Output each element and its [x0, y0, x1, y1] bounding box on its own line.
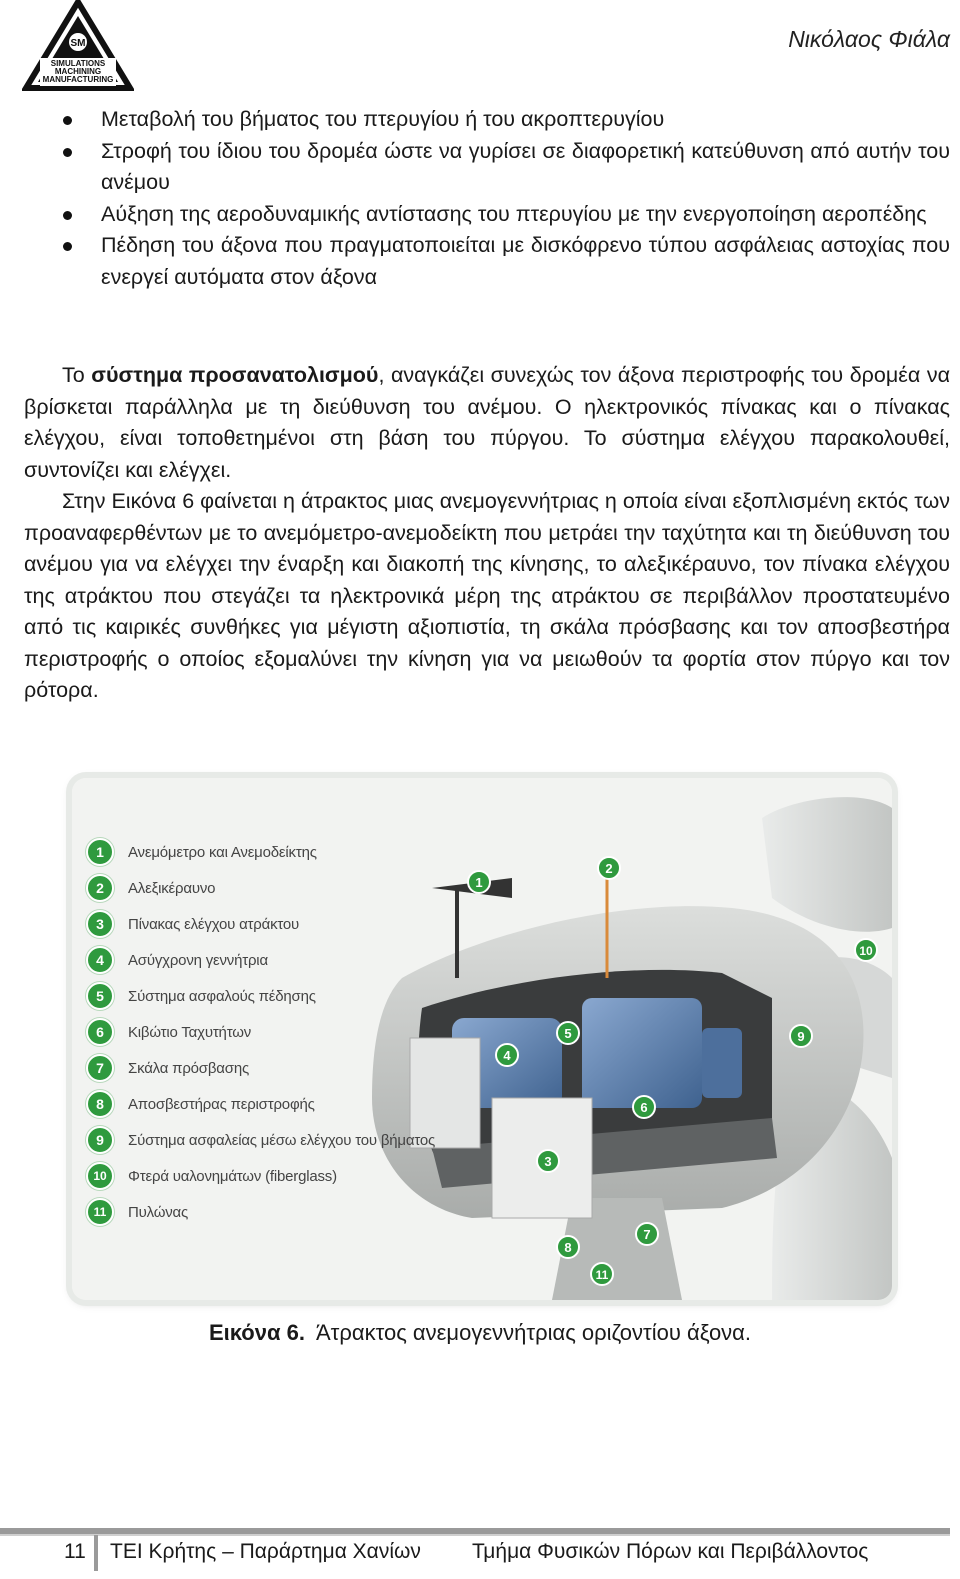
svg-text:4: 4 [503, 1048, 511, 1063]
list-item: Αύξηση της αεροδυναμικής αντίστασης του πτερυγίου με την ενεργοποίηση αεροπέδης [60, 199, 950, 231]
legend-item [86, 1158, 435, 1194]
svg-text:7: 7 [643, 1227, 651, 1242]
logo-line-1: SIMULATIONS [50, 59, 106, 68]
legend-label: Ασύγχρονη γεννήτρια [128, 951, 268, 969]
legend-number: 3 [86, 910, 114, 938]
bullet-list [60, 104, 950, 293]
legend-label: Σύστημα ασφαλείας μέσω ελέγχου του βήματος [128, 1131, 436, 1149]
callout-5 [557, 1022, 579, 1044]
nacelle-figure [72, 778, 892, 1300]
legend-item [86, 1122, 435, 1158]
list-item: Στροφή του ίδιου του δρομέα ώστε να γυρίσει σε διαφορετική κατεύθυνση από αυτήν του ανέμου [60, 136, 950, 199]
page-number: 11 [64, 1540, 86, 1563]
callout-11 [591, 1263, 613, 1285]
logo-line-2: MACHINING [54, 67, 102, 76]
logo [22, 0, 134, 92]
author-name: Νικόλαος Φιάλα [788, 26, 950, 52]
para1-bold-term: σύστημα προσανατολισμού [91, 363, 379, 387]
svg-text:3: 3 [544, 1154, 552, 1169]
callout-2 [598, 857, 620, 879]
callout-9 [790, 1025, 812, 1047]
callout-7 [636, 1223, 658, 1245]
figure-legend [86, 834, 435, 1230]
callout-6 [633, 1096, 655, 1118]
paragraph-figure-description: Στην Εικόνα 6 φαίνεται η άτρακτος μιας ανεμογεννήτριας η οποία είναι εξοπλισμένη εκτός των προαναφερθέντων με το ανεμόμετρο-ανεμοδείκτη που μετράει την ταχύτητα και τη διεύθυνση του ανέμου για να ελέγχει την έναρξη και διακοπή της κίνησης, το αλεξικέραυνο, τον πίνακα ελέγχου της ατράκτου που στεγάζει τα ηλεκτρονικά μέρη της ατράκτου σε περιβάλλον προστατευμένο από τις καιρικές συνθήκες για μέγιστη αξιοπιστία, τη σκάλα πρόσβασης και τον αποσβεστήρα περιστροφής ο οποίος εξομαλύνει την κίνηση για να μειωθούν τα φορτία στον πύργο και τον ρότορα. [24, 489, 950, 702]
callout-10 [855, 939, 877, 961]
para1-prefix: Το [62, 363, 92, 387]
legend-number: 8 [86, 1090, 114, 1118]
legend-number: 5 [86, 982, 114, 1010]
legend-label: Πίνακας ελέγχου ατράκτου [128, 915, 300, 933]
callout-1 [468, 871, 490, 893]
list-item: Πέδηση του άξονα που πραγματοποιείται με δισκόφρενο τύπου ασφάλειας αστοχίας που ενεργεί αυτόματα στον άξονα [60, 230, 950, 293]
legend-label: Αποσβεστήρας περιστροφής [128, 1095, 315, 1113]
legend-label: Φτερά υαλονημάτων (fiberglass) [128, 1167, 337, 1185]
svg-text:1: 1 [475, 875, 483, 890]
legend-label: Αλεξικέραυνο [128, 879, 216, 897]
svg-text:9: 9 [797, 1029, 805, 1044]
legend-item [86, 834, 435, 870]
caption-text: Άτρακτος ανεμογεννήτριας οριζοντίου άξονα. [315, 1320, 752, 1345]
callout-4 [496, 1044, 518, 1066]
logo-line-3: MANUFACTURING [42, 75, 114, 84]
legend-item [86, 906, 435, 942]
legend-number: 1 [86, 838, 114, 866]
legend-number: 4 [86, 946, 114, 974]
legend-number: 6 [86, 1018, 114, 1046]
legend-item [86, 1194, 435, 1230]
legend-label: Πυλώνας [128, 1203, 189, 1221]
legend-item [86, 978, 435, 1014]
company-logo-icon [22, 0, 134, 92]
svg-text:5: 5 [564, 1026, 572, 1041]
svg-text:8: 8 [564, 1240, 572, 1255]
figure-caption [0, 1320, 960, 1346]
legend-item [86, 1014, 435, 1050]
svg-text:11: 11 [595, 1268, 609, 1282]
footer-department: Τμήμα Φυσικών Πόρων και Περιβάλλοντος [472, 1540, 869, 1563]
legend-item [86, 1050, 435, 1086]
legend-label: Σκάλα πρόσβασης [128, 1059, 249, 1077]
footer-rule-thin [0, 1534, 950, 1536]
legend-number: 2 [86, 874, 114, 902]
svg-text:2: 2 [605, 861, 613, 876]
para1-rest: , αναγκάζει συνεχώς τον άξονα περιστροφής του δρομέα να βρίσκεται παράλληλα με τη διεύθυνση του ανέμου. Ο ηλεκτρονικός πίνακας και ο πίνακας ελέγχου, είναι τοποθετημένοι στη βάση του πύργου. Το σύστημα ελέγχου παρακολουθεί, συντονίζει και ελέγχει. [24, 363, 950, 482]
legend-number: 10 [86, 1162, 114, 1190]
legend-item [86, 942, 435, 978]
gearbox [582, 998, 702, 1108]
legend-label: Σύστημα ασφαλούς πέδησης [128, 987, 316, 1005]
legend-label: Ανεμόμετρο και Ανεμοδείκτης [128, 843, 317, 861]
page-footer [0, 1537, 960, 1577]
list-item: Μεταβολή του βήματος του πτερυγίου ή του ακροπτερυγίου [60, 104, 950, 136]
legend-number: 9 [86, 1126, 114, 1154]
legend-item [86, 870, 435, 906]
svg-text:SM: SM [70, 38, 86, 49]
footer-divider [94, 1535, 98, 1571]
svg-text:10: 10 [859, 944, 873, 958]
footer-institution: ΤΕΙ Κρήτης – Παράρτημα Χανίων [110, 1540, 421, 1563]
paragraph-orientation-system [24, 360, 950, 486]
caption-label: Εικόνα 6. [208, 1320, 305, 1345]
svg-text:6: 6 [640, 1100, 648, 1115]
legend-item [86, 1086, 435, 1122]
legend-number: 7 [86, 1054, 114, 1082]
legend-number: 11 [86, 1198, 114, 1226]
legend-label: Κιβώτιο Ταχυτήτων [128, 1023, 252, 1041]
callout-8 [557, 1236, 579, 1258]
hub-bearing [702, 1028, 742, 1098]
callout-3 [537, 1150, 559, 1172]
